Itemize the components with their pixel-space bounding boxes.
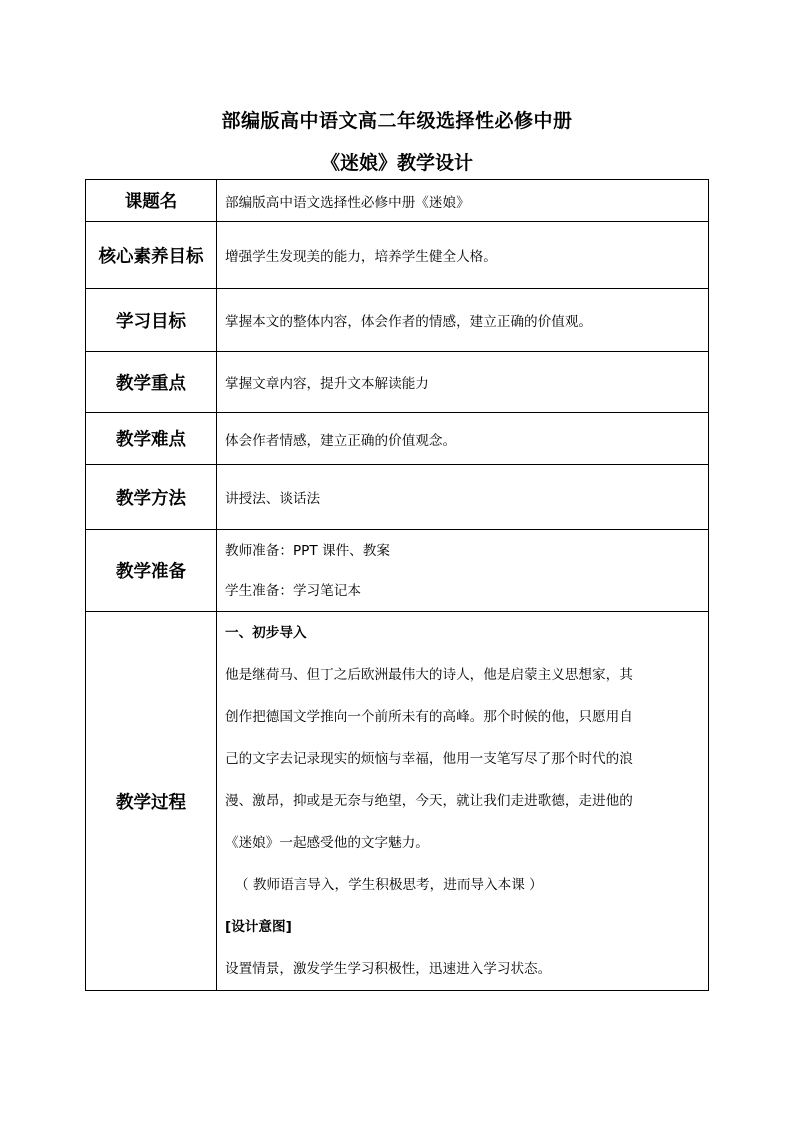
table-row xyxy=(86,413,709,465)
process-line: 创作把德国文学推向一个前所未有的高峰。那个时候的他，只愿用自 xyxy=(225,709,633,725)
process-line: 他是继荷马、但丁之后欧洲最伟大的诗人，他是启蒙主义思想家，其 xyxy=(225,667,633,683)
document-title: 部编版高中语文高二年级选择性必修中册 xyxy=(221,110,573,132)
row-value-difficult-point: 体会作者情感，建立正确的价值观念。 xyxy=(217,413,709,465)
table-row xyxy=(86,180,709,222)
table-row xyxy=(86,352,709,413)
process-note: （ 教师语言导入，学生积极思考，进而导入本课 ） xyxy=(235,877,543,893)
table-row xyxy=(86,612,709,991)
process-line: 《迷娘》一起感受他的文字魅力。 xyxy=(225,835,429,851)
table-row xyxy=(86,289,709,352)
process-line: 己的文字去记录现实的烦恼与幸福，他用一支笔写尽了那个时代的浪 xyxy=(225,751,633,767)
row-value-core-goal: 增强学生发现美的能力，培养学生健全人格。 xyxy=(217,222,709,289)
design-intent-text: 设置情景，激发学生学习积极性，迅速进入学习状态。 xyxy=(225,961,552,977)
row-value-method: 讲授法、谈话法 xyxy=(217,465,709,530)
table-row xyxy=(86,465,709,530)
row-value-learning-goal: 掌握本文的整体内容，体会作者的情感，建立正确的价值观。 xyxy=(217,289,709,352)
row-label-topic: 课题名 xyxy=(86,180,217,222)
student-preparation: 学生准备：学习笔记本 xyxy=(225,582,361,599)
row-label-learning-goal: 学习目标 xyxy=(86,289,217,352)
row-value-topic: 部编版高中语文选择性必修中册《迷娘》 xyxy=(217,180,709,222)
teacher-preparation: 教师准备：PPT 课件、教案 xyxy=(225,542,390,559)
row-label-key-point: 教学重点 xyxy=(86,352,217,413)
lesson-plan-table xyxy=(85,179,709,991)
design-intent-heading: [设计意图] xyxy=(225,919,292,935)
row-label-method: 教学方法 xyxy=(86,465,217,530)
row-value-preparation xyxy=(217,530,709,612)
table-row xyxy=(86,222,709,289)
section-heading: 一、初步导入 xyxy=(225,625,307,641)
table-row xyxy=(86,530,709,612)
row-label-preparation: 教学准备 xyxy=(86,530,217,612)
row-label-core-goal: 核心素养目标 xyxy=(86,222,217,289)
row-value-process xyxy=(217,612,709,991)
document-subtitle: 《迷娘》教学设计 xyxy=(320,152,473,174)
row-label-difficult-point: 教学难点 xyxy=(86,413,217,465)
row-label-process: 教学过程 xyxy=(86,612,217,991)
process-line: 漫、激昂，抑或是无奈与绝望，今天，就让我们走进歌德，走进他的 xyxy=(225,793,633,809)
row-value-key-point: 掌握文章内容，提升文本解读能力 xyxy=(217,352,709,413)
